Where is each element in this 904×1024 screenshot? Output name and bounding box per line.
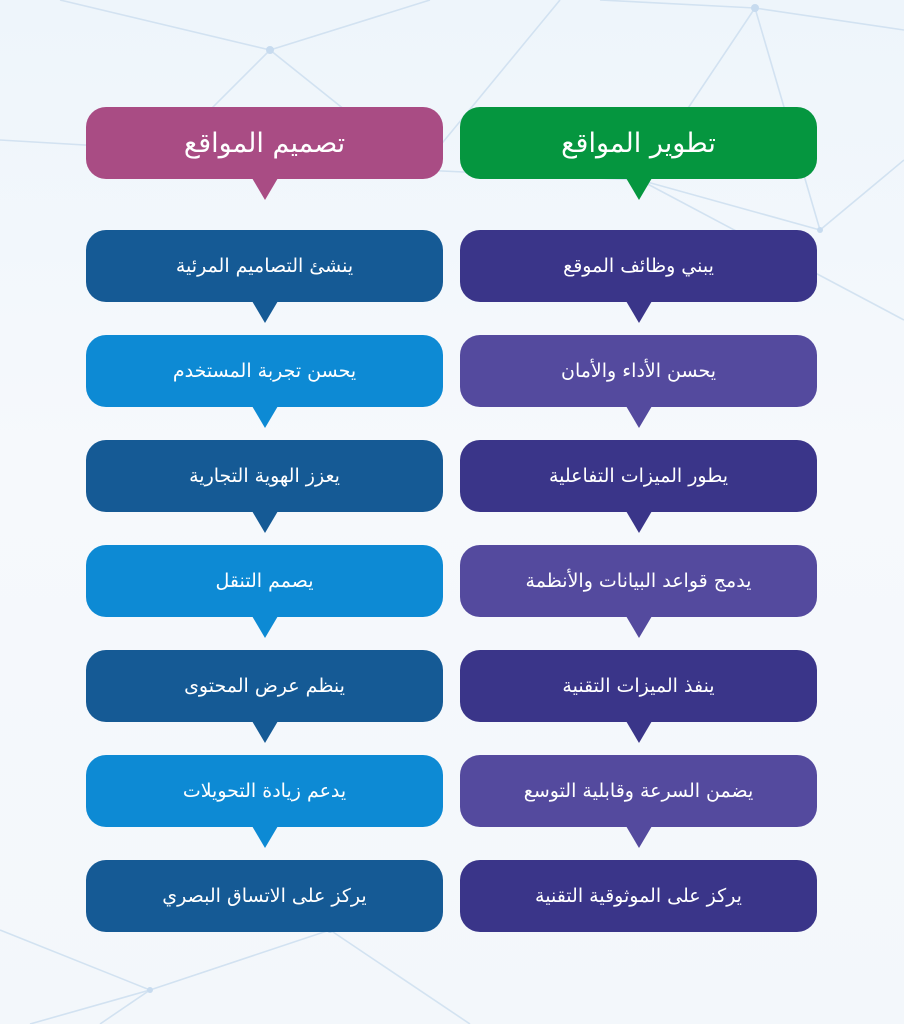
design-item-1: ينشئ التصاميم المرئية xyxy=(86,230,443,302)
design-item-5: ينظم عرض المحتوى xyxy=(86,650,443,722)
design-item-2: يحسن تجربة المستخدم xyxy=(86,335,443,407)
dev-item-2: يحسن الأداء والأمان xyxy=(460,335,817,407)
dev-item-6: يضمن السرعة وقابلية التوسع xyxy=(460,755,817,827)
design-item-6: يدعم زيادة التحويلات xyxy=(86,755,443,827)
dev-item-3: يطور الميزات التفاعلية xyxy=(460,440,817,512)
design-item-3: يعزز الهوية التجارية xyxy=(86,440,443,512)
dev-item-5: ينفذ الميزات التقنية xyxy=(460,650,817,722)
dev-item-1: يبني وظائف الموقع xyxy=(460,230,817,302)
dev-item-4: يدمج قواعد البيانات والأنظمة xyxy=(460,545,817,617)
design-item-4: يصمم التنقل xyxy=(86,545,443,617)
dev-item-7: يركز على الموثوقية التقنية xyxy=(460,860,817,932)
design-item-7: يركز على الاتساق البصري xyxy=(86,860,443,932)
web-development-header: تطوير المواقع xyxy=(460,107,817,179)
web-design-header: تصميم المواقع xyxy=(86,107,443,179)
